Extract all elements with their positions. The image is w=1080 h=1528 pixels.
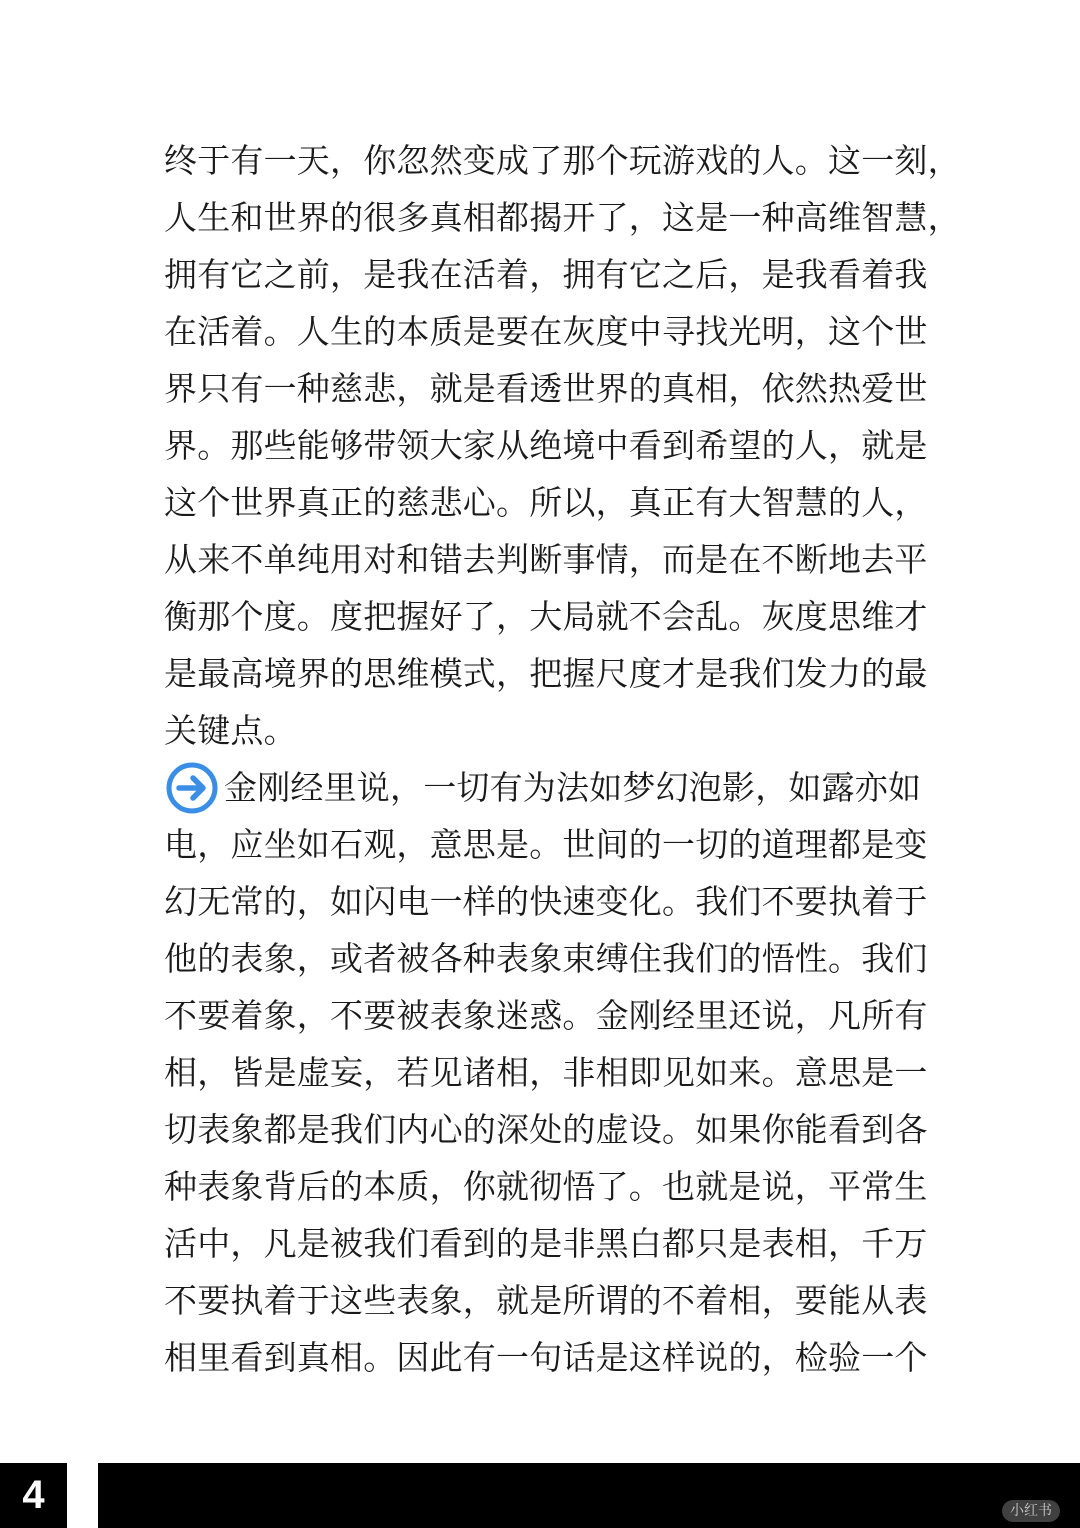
text-line: 不要执着于这些表象，就是所谓的不着相，要能从表: [164, 1281, 928, 1320]
text-line: 相里看到真相。因此有一句话是这样说的，检验一个: [164, 1338, 928, 1377]
text-line: 终于有一天，你忽然变成了那个玩游戏的人。这一刻，: [164, 141, 961, 180]
text-line: 衡那个度。度把握好了，大局就不会乱。灰度思维才: [164, 597, 928, 636]
page-number: 4: [0, 1463, 67, 1528]
article-body: [164, 132, 961, 1386]
text-line: 电，应坐如石观，意思是。世间的一切的道理都是变: [164, 825, 928, 864]
text-line: 他的表象，或者被各种表象束缚住我们的悟性。我们: [164, 939, 928, 978]
footer-bar: [98, 1463, 1080, 1528]
watermark-logo: 小红书: [1002, 1500, 1060, 1522]
arrow-right-circle-icon: [164, 760, 220, 816]
text-line: 从来不单纯用对和错去判断事情，而是在不断地去平: [164, 540, 928, 579]
text-line: 在活着。人生的本质是要在灰度中寻找光明，这个世: [164, 312, 928, 351]
text-line: 界。那些能够带领大家从绝境中看到希望的人，就是: [164, 426, 928, 465]
text-line: 活中，凡是被我们看到的是非黑白都只是表相，千万: [164, 1224, 928, 1263]
text-line: 界只有一种慈悲，就是看透世界的真相，依然热爱世: [164, 369, 928, 408]
text-line: 相，皆是虚妄，若见诸相，非相即见如来。意思是一: [164, 1053, 928, 1092]
text-line: 关键点。: [164, 711, 297, 750]
text-line: 切表象都是我们内心的深处的虚设。如果你能看到各: [164, 1110, 928, 1149]
text-line: 幻无常的，如闪电一样的快速变化。我们不要执着于: [164, 882, 928, 921]
text-line: 不要着象，不要被表象迷惑。金刚经里还说，凡所有: [164, 996, 928, 1035]
text-line-with-icon: [164, 759, 920, 816]
text-line: 金刚经里说，一切有为法如梦幻泡影，如露亦如: [224, 768, 922, 807]
text-line: 是最高境界的思维模式，把握尺度才是我们发力的最: [164, 654, 928, 693]
paragraph-1: [164, 132, 961, 759]
text-line: 人生和世界的很多真相都揭开了，这是一种高维智慧，: [164, 198, 961, 237]
text-line: 拥有它之前，是我在活着，拥有它之后，是我看着我: [164, 255, 928, 294]
text-line: 种表象背后的本质，你就彻悟了。也就是说，平常生: [164, 1167, 928, 1206]
paragraph-2: [164, 759, 928, 1386]
text-line: 这个世界真正的慈悲心。所以，真正有大智慧的人，: [164, 483, 928, 522]
